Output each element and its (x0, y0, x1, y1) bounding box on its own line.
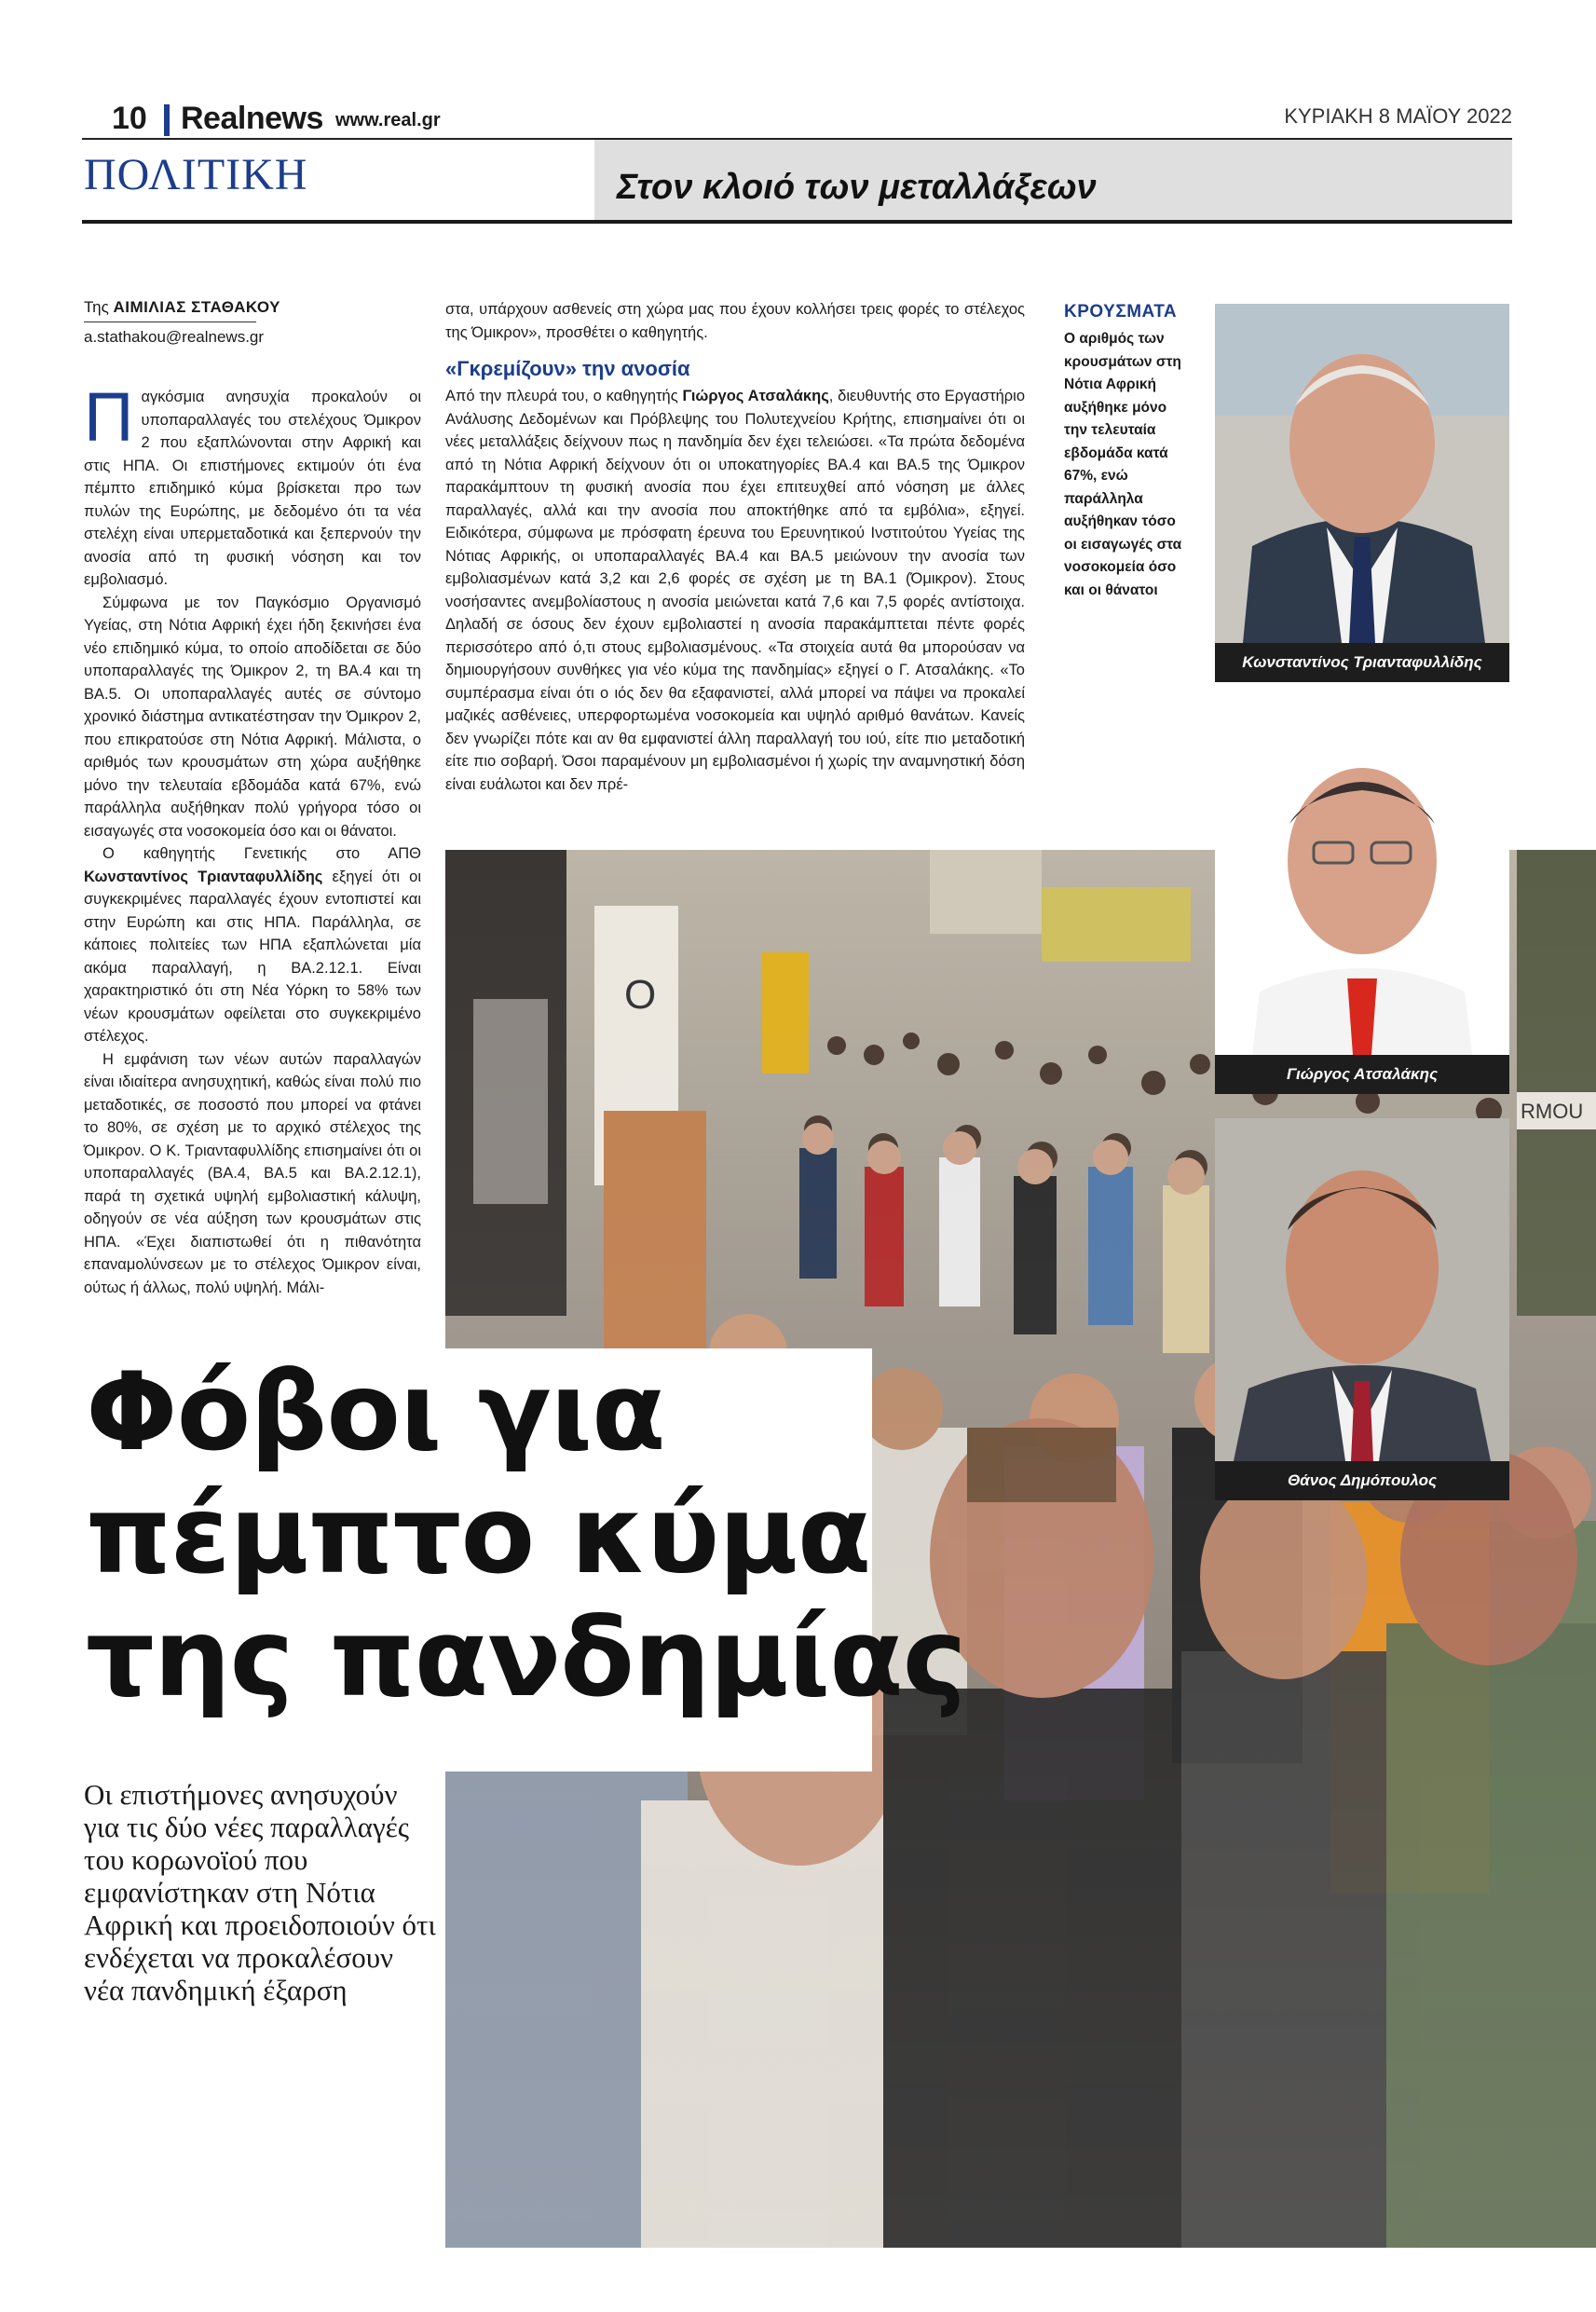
brand-url: www.real.gr (335, 110, 441, 130)
portrait-caption: Γιώργος Ατσαλάκης (1215, 1055, 1509, 1094)
page-number-divider (164, 104, 170, 136)
section-title: ΠΟΛΙΤΙΚΗ (84, 150, 308, 199)
headline-line: πέμπτο κύμα (86, 1472, 871, 1598)
issue-date: ΚΥΡΙΑΚΗ 8 ΜΑΪΟΥ 2022 (1284, 104, 1512, 128)
portrait-dimopoulos (1215, 1118, 1509, 1500)
quoted-expert-name: Κωνσταντίνος Τριανταφυλλίδης (84, 868, 323, 885)
page-number: 10 (112, 101, 147, 136)
portrait-atsalakis (1215, 712, 1509, 1094)
portrait-triantafyllidis (1215, 304, 1509, 682)
headline-line: Φόβοι για (86, 1349, 665, 1475)
paragraph: Παγκόσμια ανησυχία προκαλούν οι υποπαραλλαγές του στελέχους Όμικρον 2 που εξαπλώνονται στην Αφρική και στις ΗΠΑ. Οι επιστήμονες εκτιμούν ότι ένα πέμπτο επιδημικό κύμα βρίσκεται προ των πυλών της Ευρώπης, με δεδομένο ότι τα νέα στελέχη είναι υπερμεταδοτικά και ξεπερνούν την ανοσία από τη φυσική νόσηση και τον εμβολιασμό. (84, 378, 421, 588)
article-column-2 (445, 298, 1025, 796)
paragraph: στα, υπάρχουν ασθενείς στη χώρα μας που έχουν κολλήσει τρεις φορές το στέλεχος της Όμικρον», προσθέτει ο καθηγητής. (445, 301, 1025, 341)
article-column-1 (84, 378, 421, 1299)
quoted-expert-name: Γιώργος Ατσαλάκης (682, 388, 829, 404)
paragraph: Ο καθηγητής Γενετικής στο ΑΠΘ Κωνσταντίνος Τριανταφυλλίδης εξηγεί ότι οι συγκεκριμένες παραλλαγές έχουν εντοπιστεί και στην Ευρώπη και στις ΗΠΑ. Παράλληλα, σε κάποιες πολιτείες των ΗΠΑ εξαπλώνεται μία ακόμα παραλλαγή, η ΒΑ.2.12.1. Είναι χαρακτηριστικό ότι στη Νέα Υόρκη το 58% των νέων κρουσμάτων οφείλεται στο συγκεκριμένο στέλεχος. (84, 845, 421, 1045)
byline-email[interactable]: a.stathakou@realnews.gr (84, 328, 265, 346)
portrait-caption: Κωνσταντίνος Τριανταφυλλίδης (1215, 643, 1509, 682)
paragraph: Η εμφάνιση των νέων αυτών παραλλαγών είναι ιδιαίτερα ανησυχητική, καθώς είναι πολύ πιο μεταδοτικές, σε ποσοστό που μπορεί να φτάνει το 80%, σε σχέση με το αρχικό στέλεχος της Όμικρον. Ο Κ. Τριανταφυλλίδης επισημαίνει ότι οι υποπαραλλαγές (ΒΑ.4, ΒΑ.5 και ΒΑ.2.12.1), παρά τη σχετικά υψηλή εμβολιαστική κάλυψη, οδηγούν σε νέα αύξηση των κρουσμάτων στις ΗΠΑ. «Έχει διαπιστωθεί ότι η πιθανότητα επαναμολύνσεων με το στέλεχος Όμικρον είναι, ούτως ή άλλως, πολύ υψηλή. Μάλι- (84, 1050, 421, 1296)
headline (86, 1351, 966, 1720)
byline-rule (84, 321, 256, 322)
subheading: «Γκρεμίζουν» την ανοσία (445, 357, 690, 380)
standfirst: Οι επιστήμονες ανησυχούν για τις δύο νέες παραλλαγές του κορωνοϊού που εμφανίστηκαν στη Νότια Αφρική και προειδοποιούν ότι ενδέχεται να προκαλέσουν νέα πανδημική έξαρση (84, 1778, 436, 2006)
byline (84, 298, 280, 317)
brand-logo: Realnews (181, 101, 323, 136)
drop-cap: Π (84, 378, 134, 456)
paragraph: Από την πλευρά του, ο καθηγητής Γιώργος Ατσαλάκης, διευθυντής στο Εργαστήριο Ανάλυσης Δεδομένων και Πρόβλεψης του Πολυτεχνείου Κρήτης, επισημαίνει ότι οι νέες μεταλλάξεις δείχνουν πως η πανδημία δεν έχει τελειώσει. «Τα πρώτα δεδομένα από τη Νότια Αφρική δείχνουν ότι οι υποκατηγορίες ΒΑ.4 και ΒΑ.5 της Όμικρον παρακάμπτουν τη φυσική ανοσία που έχει επιτευχθεί από νόσηση με άλλες παραλλαγές, αλλά και την ανοσία που αποκτήθηκε από τα εμβόλια», εξηγεί. Ειδικότερα, σύμφωνα με πρόσφατη έρευνα του Ερευνητικού Ινστιτούτου Υγείας της Νότιας Αφρικής, οι υποπαραλλαγές ΒΑ.4 και ΒΑ.5 μειώνουν την ανοσία των εμβολιασμένων κατά 3,2 και 2,6 φορές σε σχέση με τη ΒΑ.1 (Όμικρον). Στους νοσήσαντες ανεμβολίαστους η ανοσία μειώνεται κατά 7,6 και 7,5 φορές αντίστοιχα. Δηλαδή σε όσους δεν έχουν εμβολιαστεί η ανοσία παρακάμπτεται πέντε φορές περισσότερο από ό,τι στους εμβολιασμένους. «Τα στοιχεία αυτά θα μπορούσαν να δημιουργήσουν συνθήκες για νέο κύμα της πανδημίας» εξηγεί ο Γ. Ατσαλάκης. «Το συμπέρασμα είναι ότι ο ιός δεν θα εξαφανιστεί, αλλά μπορεί να πάψει να προκαλεί μαζικές ασθένειες, υπερφορτωμένα νοσοκομεία και υψηλό αριθμό θανάτων. Κανείς δεν γνωρίζει πότε και αν θα εμφανιστεί άλλη παραλλαγή του ιού, είτε πιο μεταδοτική είτε πιο σοβαρή. Όσοι παραμένουν μη εμβολιασμένοι ή χωρίς την αναμνηστική δόση είναι ευάλωτοι και δεν πρέ- (445, 388, 1025, 793)
byline-prefix: Της (84, 298, 114, 316)
portrait-photo (1215, 1118, 1509, 1461)
sidebar-text: Ο αριθμός των κρουσμάτων στη Νότια Αφρική αυξήθηκε μόνο την τελευταία εβδομάδα κατά 67%, ενώ παράλληλα αυξήθηκαν τόσο οι εισαγωγές στα νοσοκομεία όσο και οι θάνατοι (1064, 331, 1182, 598)
portrait-photo (1215, 304, 1509, 643)
section-strap (594, 140, 1512, 222)
byline-author: ΑΙΜΙΛΙΑΣ ΣΤΑΘΑΚΟΥ (113, 298, 280, 316)
strap-text: Στον κλοιό των μεταλλάξεων (617, 168, 1097, 207)
section-rule (82, 220, 1512, 224)
sidebar-label: ΚΡΟΥΣΜΑΤΑ (1064, 302, 1178, 321)
portrait-photo (1215, 712, 1509, 1055)
headline-line: της πανδημίας (86, 1595, 966, 1721)
portrait-caption: Θάνος Δημόπουλος (1215, 1461, 1509, 1500)
paragraph: Σύμφωνα με τον Παγκόσμιο Οργανισμό Υγείας, στη Νότια Αφρική έχει ήδη ξεκινήσει ένα νέο επιδημικό κύμα, το οποίο αποδίδεται σε δύο υποπαραλλαγές της Όμικρον 2, τη ΒΑ.4 και τη ΒΑ.5. Οι υποπαραλλαγές αυτές σε σύντομο χρονικό διάστημα αντικατέστησαν την Όμικρον 2, που επικρατούσε στη Νότια Αφρική. Μάλιστα, ο αριθμός των κρουσμάτων στη χώρα αυξήθηκε μόνο την τελευταία εβδομάδα κατά 67%, ενώ παράλληλα αυξήθηκαν πολύ γρήγορα τόσο οι εισαγωγές στα νοσοκομεία όσο και οι θάνατοι. (84, 594, 421, 840)
